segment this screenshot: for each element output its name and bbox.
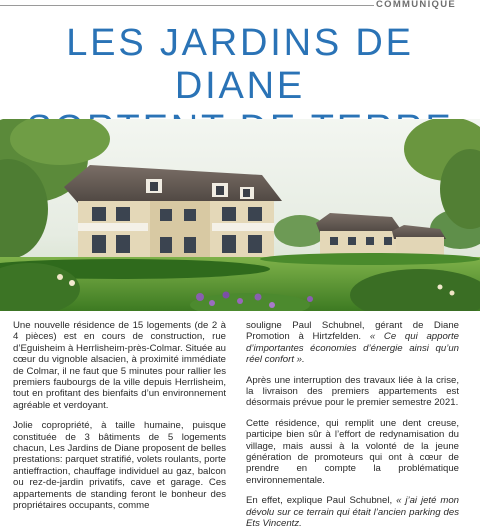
paragraph-features: Jolie copropriété, à taille humaine, puisque constituée de 3 bâtiments de 5 logements chacun, Les Jardins de Diane proposent de belles prestations: parquet stratifié, volets roulants, porte antieffraction, chauffage individuel au gaz, balcon ou rez-de-jardin privatifs, cave et garage. Ces appartements de standing feront le bonheur des propriétaires occupants, comme	[13, 420, 226, 512]
paragraph-village: Cette résidence, qui remplit une dent creuse, participe bien sûr à l’effort de redynamisation du village, mais aussi à la volonté de la jeune génération de promoteurs qui ont à cœur de prendre en compte la problématique environnementale.	[246, 417, 459, 486]
residence-rendering-image	[0, 119, 480, 311]
paragraph-land	[246, 495, 459, 529]
paragraph-intro: Une nouvelle résidence de 15 logements (de 2 à 4 pièces) est en cours de construction, rue d’Eguisheim à Herrlisheim-près-Colmar. Située au cœur du vignoble alsacien, à proximité immédiate de Colmar, il ne faut que 5 minutes pour rallier les premiers faubourgs de la ville depuis Herrlisheim, tout en profitant des bienfaits d’un environnement agréable et verdoyant.	[13, 320, 226, 411]
paragraph-delivery: Après une interruption des travaux liée à la crise, la livraison des premiers appartements est désormais prévue pour le premier semestre 2021.	[246, 374, 459, 409]
title-line-1: LES JARDINS DE DIANE	[66, 22, 414, 107]
article-column-right	[246, 320, 459, 530]
header-rule	[0, 5, 374, 6]
quote-economy: « Ce qui apporte d’importantes économies d’énergie ainsi qu’un réel confort ».	[246, 331, 459, 366]
explanation-text: En effet, explique Paul Schubnel,	[246, 495, 393, 507]
quote-land: « j’ai jeté mon dévolu sur ce terrain qui était l’ancien parking des Ets Vincentz.	[246, 495, 460, 530]
architectural-rendering-icon	[0, 119, 480, 311]
article-column-left	[13, 320, 226, 512]
section-header	[0, 0, 480, 12]
attribution-text: souligne Paul Schubnel, gérant de Diane Promotion à Hirtzfelden.	[246, 320, 459, 343]
section-label: COMMUNIQUÉ	[375, 0, 456, 10]
paragraph-quote-economy	[246, 320, 459, 366]
